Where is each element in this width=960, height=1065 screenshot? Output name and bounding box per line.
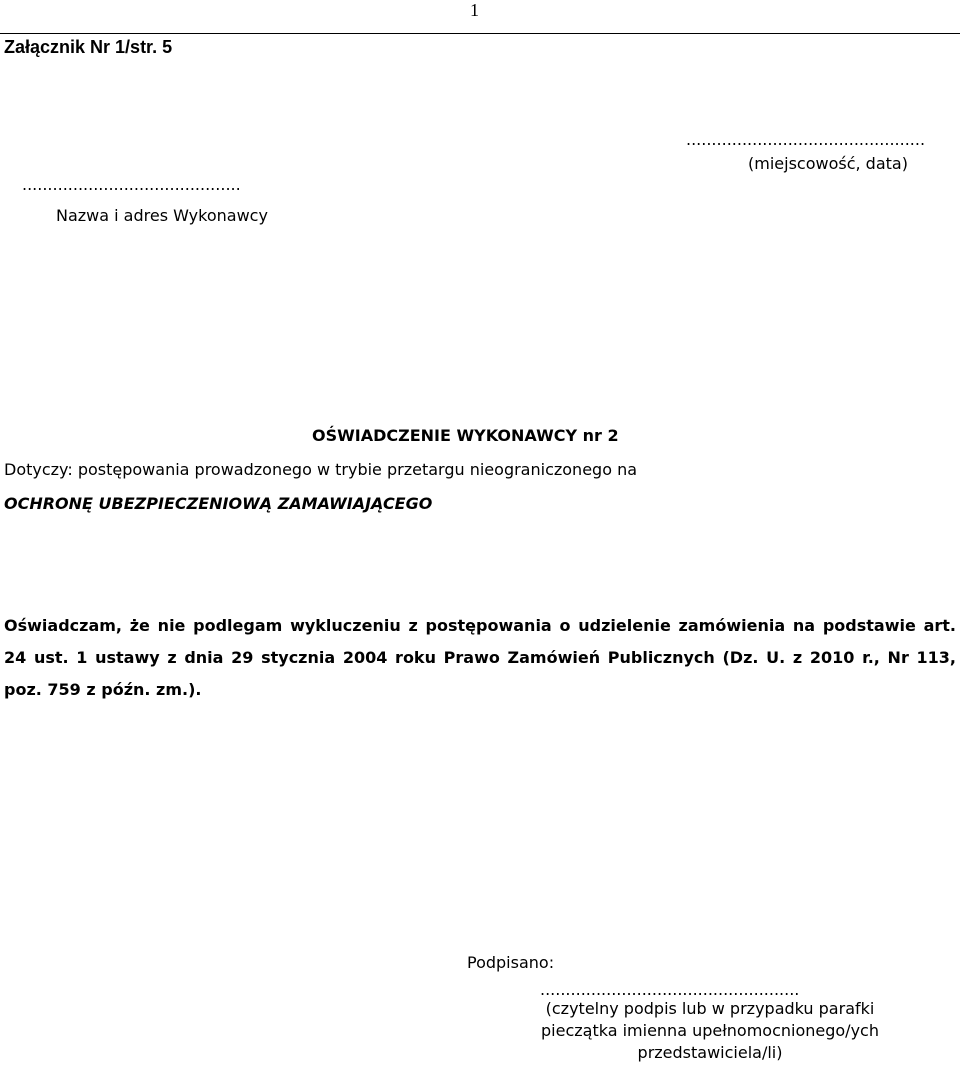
statement-regarding: Dotyczy: postępowania prowadzonego w trybie przetargu nieograniczonego na (4, 460, 638, 479)
signature-dots: ................................................... (540, 980, 800, 999)
statement-subject: OCHRONĘ UBEZPIECZENIOWĄ ZAMAWIAJĄCEGO (4, 494, 433, 513)
page-number: 1 (470, 0, 479, 20)
contractor-label: Nazwa i adres Wykonawcy (56, 206, 268, 225)
header-rule (0, 33, 960, 34)
annex-label: Załącznik Nr 1/str. 5 (4, 37, 173, 57)
statement-title: OŚWIADCZENIE WYKONAWCY nr 2 (312, 426, 619, 445)
place-date-label: (miejscowość, data) (748, 154, 908, 173)
signature-label: Podpisano: (467, 953, 555, 972)
signature-caption: (czytelny podpis lub w przypadku parafki pieczątka imienna upełnomocnionego/ych przedstawiciela/li) (541, 999, 879, 1062)
contractor-dots: ........................................... (22, 175, 241, 194)
statement-body: Oświadczam, że nie podlegam wykluczeniu z postępowania o udzielenie zamówienia na podstawie art. 24 ust. 1 ustawy z dnia 29 stycznia 2004 roku Prawo Zamówień Publicznych (Dz. U. z 2010 r., Nr 113, poz. 759 z późn. zm.). (4, 616, 956, 699)
place-date-dots: ............................................... (686, 130, 926, 149)
